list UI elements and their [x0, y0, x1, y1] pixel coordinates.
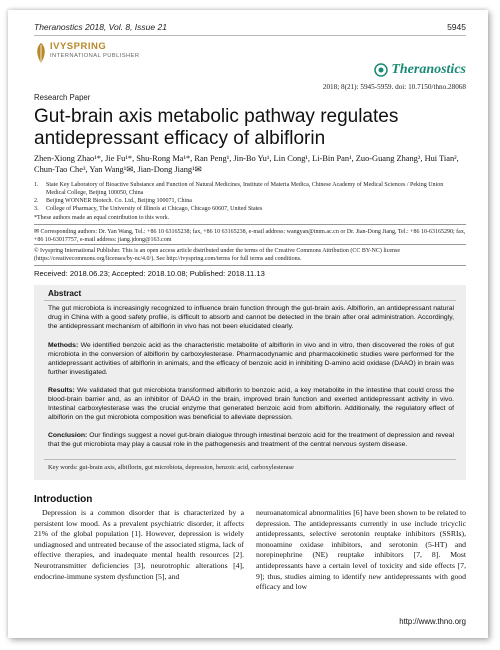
affiliation-item	[34, 181, 462, 197]
affiliation-text: State Key Laboratory of Bioactive Substance and Function of Natural Medicines, Institute of Materia Medica, Chinese Academy of Medical Sciences / Peking Union Medical College, Beijing 100050, China	[46, 182, 444, 196]
affiliation-item	[34, 205, 462, 213]
methods-text: We identified benzoic acid as the characteristic metabolite of albiflorin in vivo and in vitro, then discovered the roles of gut microbiota in the conversion of albiflorin by carboxylesterase. Pharmacodynamic and pharmacokinetic studies were performed for the antidepressant activities of albiflorin in animals, and the efficacy of benzoic acid in inhibiting D-amino acid oxidase (DAAO) in brain was further investigated.	[48, 342, 454, 376]
abstract-heading: Abstract	[48, 289, 82, 298]
equal-contribution-note: *These authors made an equal contribution to this work.	[34, 215, 170, 221]
conclusion-text: Our findings suggest a novel gut-brain dialogue through intestinal benzoic acid for the treatment of depression and reveal that the gut microbiota may play a causal role in the pathogenesis and treatment of the central nervous system disease.	[48, 432, 454, 448]
affiliation-number: 2.	[34, 198, 39, 204]
abstract-conclusion	[48, 431, 454, 449]
citation: 2018; 8(21): 5945-5959. doi: 10.7150/thno.28068	[322, 83, 466, 91]
article-title: Gut-brain axis metabolic pathway regulates antidepressant efficacy of albiflorin	[34, 106, 399, 149]
publisher-logo	[34, 37, 174, 71]
page-number: 5945	[447, 22, 466, 32]
keywords-rule	[44, 459, 456, 460]
results-text: We validated that gut microbiota transformed albiflorin to benzoic acid, a key metabolite in the intestine that could cross the blood-brain barrier and, as an inhibitor of DAAO in the brain, improved brain function and exerted antidepressant activity in vivo. Intestinal carboxylesterase was the crucial enzyme that generated benzoic acid from albiflorin. Additionally, the regulatory effect of albiflorin on the gut microbiota composition was beneficial to alleviate depression.	[48, 387, 454, 421]
divider	[34, 244, 466, 245]
affiliation-text: Beijing WONNER Biotech. Co. Ltd., Beijing 100071, China	[46, 198, 192, 204]
publisher-subtitle: INTERNATIONAL PUBLISHER	[50, 53, 140, 59]
abstract-intro: The gut microbiota is increasingly recognized to influence brain function through the gut-brain axis. Albiflorin, an antidepressant natural drug in China with a good safety profile, is difficult to absorb and cannot be detected in the brain after oral administration. Accordingly, the antidepressant mechanism of albiflorin in vivo has not been elucidated clearly.	[48, 305, 454, 330]
affiliation-number: 1.	[34, 182, 39, 188]
affiliation-number: 3.	[34, 206, 39, 212]
introduction-heading: Introduction	[34, 494, 93, 505]
running-header	[34, 22, 466, 32]
introduction-left-column: Depression is a common disorder that is characterized by a persistent low mood. As a prevalent psychiatric disorder, it affects 21% of the global population [1]. However, depression is widely undiagnosed and untreated because of the associated stigma, lack of effective therapies, and inadequate mental health resources [2]. Neurotransmitter deficiencies [3], neurotrophic alterations [4], endocrine-immune system dysfunction [5], and	[34, 508, 244, 581]
journal-name: Theranostics	[391, 62, 466, 77]
abstract-methods	[48, 341, 454, 377]
divider	[34, 265, 466, 266]
publication-dates: Received: 2018.06.23; Accepted: 2018.10.08; Published: 2018.11.13	[34, 269, 265, 278]
divider	[34, 224, 466, 225]
journal-brand	[374, 62, 466, 78]
abstract-rule	[44, 300, 456, 301]
ivy-leaf-icon	[34, 41, 48, 65]
abstract-box	[34, 285, 466, 480]
paper-page	[8, 10, 488, 638]
affiliations	[34, 181, 462, 213]
conclusion-label: Conclusion:	[48, 432, 88, 439]
header-rule	[34, 35, 466, 36]
license-statement: © Ivyspring International Publisher. This is an open access article distributed under the terms of the Creative Commons Attribution (CC BY-NC) license (https://creativecommons.org/licenses/by-nc/4.0/). See http://ivyspring.com/terms for full terms and conditions.	[34, 248, 401, 262]
keywords: Key words: gut-brain axis, albiflorin, gut microbiota, depression, benzoic acid, carboxylesterase	[48, 464, 294, 471]
corresponding-authors: ✉ Corresponding authors: Dr. Yan Wang, Tel.: +86 10 63165238; fax, +86 10 63165238, e-mail address: wangyan@imm.ac.cn or Dr. Jian-Dong Jiang, Tel.: +86 10-63165290; fax, +86 10-63017757, e-mail address: jiang.jdong@163.com	[34, 229, 466, 243]
abstract-results	[48, 386, 454, 422]
methods-label: Methods:	[48, 342, 79, 349]
journal-url-link[interactable]: http://www.thno.org	[399, 617, 466, 626]
publisher-name: IVYSPRING	[50, 41, 107, 52]
introduction-right-column: neuroanatomical abnormalities [6] have been shown to be related to depression. The antidepressants currently in use include tricyclic antidepressants, selective serotonin reuptake inhibitors (SSRIs), monoamine oxidase inhibitors, and serotonin (5-HT) and norepinephrine (NE) reuptake inhibitors [7, 8]. Most antidepressants have a certain level of toxicity and side effects [7, 9]; thus, studies aiming to identify new antidepressants with good efficacy and low	[256, 508, 466, 592]
affiliation-item	[34, 197, 462, 205]
running-header-journal: Theranostics 2018, Vol. 8, Issue 21	[34, 22, 167, 32]
article-type: Research Paper	[34, 93, 91, 102]
author-list: Zhen-Xiong Zhao¹*, Jie Fu¹*, Shu-Rong Ma¹*, Ran Peng¹, Jin-Bo Yu¹, Lin Cong¹, Li-Bin Pan¹, Zuo-Guang Zhang², Hui Tian², Chun-Tao Che³, Yan Wang¹✉, Jian-Dong Jiang¹✉	[34, 154, 459, 174]
results-label: Results:	[48, 387, 75, 394]
journal-logo-icon	[374, 63, 388, 77]
affiliation-text: College of Pharmacy, The University of Illinois at Chicago, Chicago 60607, United States	[46, 206, 263, 212]
